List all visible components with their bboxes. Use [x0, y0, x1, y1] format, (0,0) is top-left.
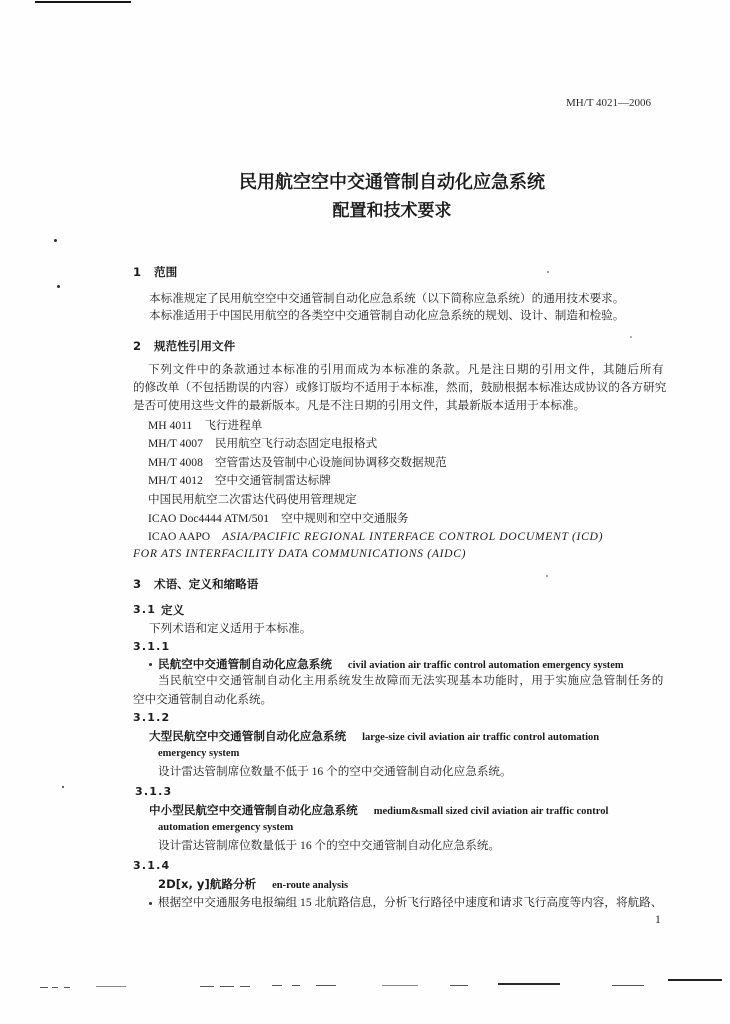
- scan-streak: [668, 979, 722, 981]
- document-title-line-1: 民用航空空中交通管制自动化应急系统: [239, 172, 545, 193]
- scan-streak: [498, 983, 560, 985]
- term-line: [149, 728, 599, 744]
- term-chinese: 民航空中交通管制自动化应急系统: [158, 657, 332, 671]
- definition-line: 设计雷达管制席位数量不低于 16 个的空中交通管制自动化应急系统。: [158, 765, 512, 778]
- definition-line: 当民航空中交通管制自动化主用系统发生故障而无法实现基本功能时，用于实施应急管制任务的: [158, 674, 664, 687]
- reference-title: 空中规则和空中交通服务: [281, 512, 409, 525]
- document-title-line-2: 配置和技术要求: [332, 201, 452, 221]
- paragraph-line: 下列文件中的条款通过本标准的引用而成为本标准的条款。凡是注日期的引用文件，其随后所有: [148, 363, 665, 376]
- scan-streak: [96, 986, 126, 987]
- scan-streak: [220, 986, 234, 987]
- reference-item: [148, 473, 331, 489]
- term-english: civil aviation air traffic control automation emergency system: [347, 660, 624, 671]
- reference-title: ASIA/PACIFIC REGIONAL INTERFACE CONTROL DOCUMENT (ICD): [222, 530, 604, 543]
- page-number: 1: [655, 913, 661, 926]
- term-line: [158, 876, 348, 892]
- reference-item: [148, 455, 447, 471]
- scan-streak: [40, 987, 48, 988]
- scan-speck: [546, 575, 548, 577]
- scan-streak: [240, 986, 250, 987]
- scan-streak: [382, 985, 418, 986]
- reference-item: [148, 511, 409, 527]
- section-number: 2: [133, 339, 142, 353]
- scan-edge-line: [35, 1, 131, 3]
- paragraph-line: 的修改单（不包括勘误的内容）或修订版均不适用于本标准，然而，鼓励根据本标准达成协议的各方研究: [133, 381, 667, 394]
- scan-streak: [316, 985, 336, 986]
- term-number: 3.1.1: [133, 640, 171, 653]
- subsection-number: 3.1: [133, 603, 157, 616]
- reference-code: MH 4011: [148, 419, 193, 432]
- definition-line: 根据空中交通服务电报编组 15 北航路信息，分析飞行路径中速度和请求飞行高度等内容，将航路、: [158, 896, 663, 909]
- scan-speck: [630, 336, 632, 338]
- section-number: 1: [133, 265, 142, 279]
- scan-streak: [292, 985, 300, 986]
- term-number: 3.1.2: [133, 711, 171, 724]
- paragraph-line: 是否可使用这些文件的最新版本。凡是不注日期的引用文件，其最新版本适用于本标准。: [133, 399, 586, 412]
- section-heading: 范围: [154, 265, 178, 279]
- reference-item: [148, 492, 357, 508]
- section-heading: 规范性引用文件: [154, 339, 236, 353]
- term-english: en-route analysis: [272, 880, 349, 891]
- scan-speck: [54, 239, 57, 242]
- term-number: 3.1.3: [135, 785, 173, 798]
- subsection-heading: 定义: [161, 603, 185, 617]
- scan-streak: [52, 987, 58, 988]
- reference-item: [148, 436, 377, 452]
- scan-speck: [149, 902, 152, 905]
- section-number: 3: [133, 577, 142, 591]
- term-line: [158, 656, 624, 672]
- paragraph-line: 本标准规定了民用航空空中交通管制自动化应急系统（以下简称应急系统）的通用技术要求。: [149, 292, 625, 305]
- standard-code: MH/T 4021—2006: [566, 97, 652, 109]
- term-english: medium&small sized civil aviation air traffic control: [373, 806, 609, 817]
- reference-code: ICAO Doc4444 ATM/501: [148, 512, 270, 525]
- reference-title: 民用航空飞行动态固定电报格式: [214, 437, 378, 450]
- definition-line: 空中交通管制自动化系统。: [133, 693, 273, 706]
- reference-code: MH/T 4007: [148, 437, 203, 450]
- term-english: large-size civil aviation air traffic control automation: [362, 732, 600, 743]
- reference-item: [148, 418, 262, 434]
- reference-item: [148, 529, 603, 545]
- term-line: [149, 802, 608, 818]
- reference-title: 飞行进程单: [204, 419, 263, 432]
- paragraph-line: 下列术语和定义适用于本标准。: [149, 622, 312, 635]
- reference-title-continued: FOR ATS INTERFACILITY DATA COMMUNICATIONS (AIDC): [133, 547, 467, 560]
- scan-streak: [272, 985, 282, 986]
- scan-streak: [64, 987, 70, 988]
- term-english-continued: automation emergency system: [158, 822, 294, 833]
- reference-code: ICAO AAPO: [148, 530, 211, 543]
- reference-title: 空管雷达及管制中心设施间协调移交数据规范: [214, 456, 447, 469]
- reference-title: 中国民用航空二次雷达代码使用管理规定: [148, 493, 357, 506]
- scan-speck: [57, 285, 60, 288]
- scan-streak: [450, 985, 468, 986]
- definition-line: 设计雷达管制席位数量低于 16 个的空中交通管制自动化应急系统。: [158, 839, 501, 852]
- scan-speck: [149, 663, 152, 666]
- section-heading: 术语、定义和缩略语: [154, 577, 259, 591]
- reference-code: MH/T 4012: [148, 474, 203, 487]
- paragraph-line: 本标准适用于中国民用航空的各类空中交通管制自动化应急系统的规划、设计、制造和检验。: [149, 309, 625, 322]
- term-number: 3.1.4: [133, 859, 171, 872]
- term-english-continued: emergency system: [158, 748, 240, 759]
- scan-streak: [200, 986, 214, 987]
- term-chinese: 中小型民航空中交通管制自动化应急系统: [149, 803, 358, 817]
- scan-streak: [612, 985, 644, 986]
- term-chinese: 大型民航空中交通管制自动化应急系统: [149, 729, 347, 743]
- reference-code: MH/T 4008: [148, 456, 203, 469]
- reference-title: 空中交通管制雷达标牌: [214, 474, 331, 487]
- scan-speck: [62, 786, 64, 788]
- scan-speck: [547, 271, 549, 273]
- term-chinese: 2D[x, y]航路分析: [158, 877, 257, 891]
